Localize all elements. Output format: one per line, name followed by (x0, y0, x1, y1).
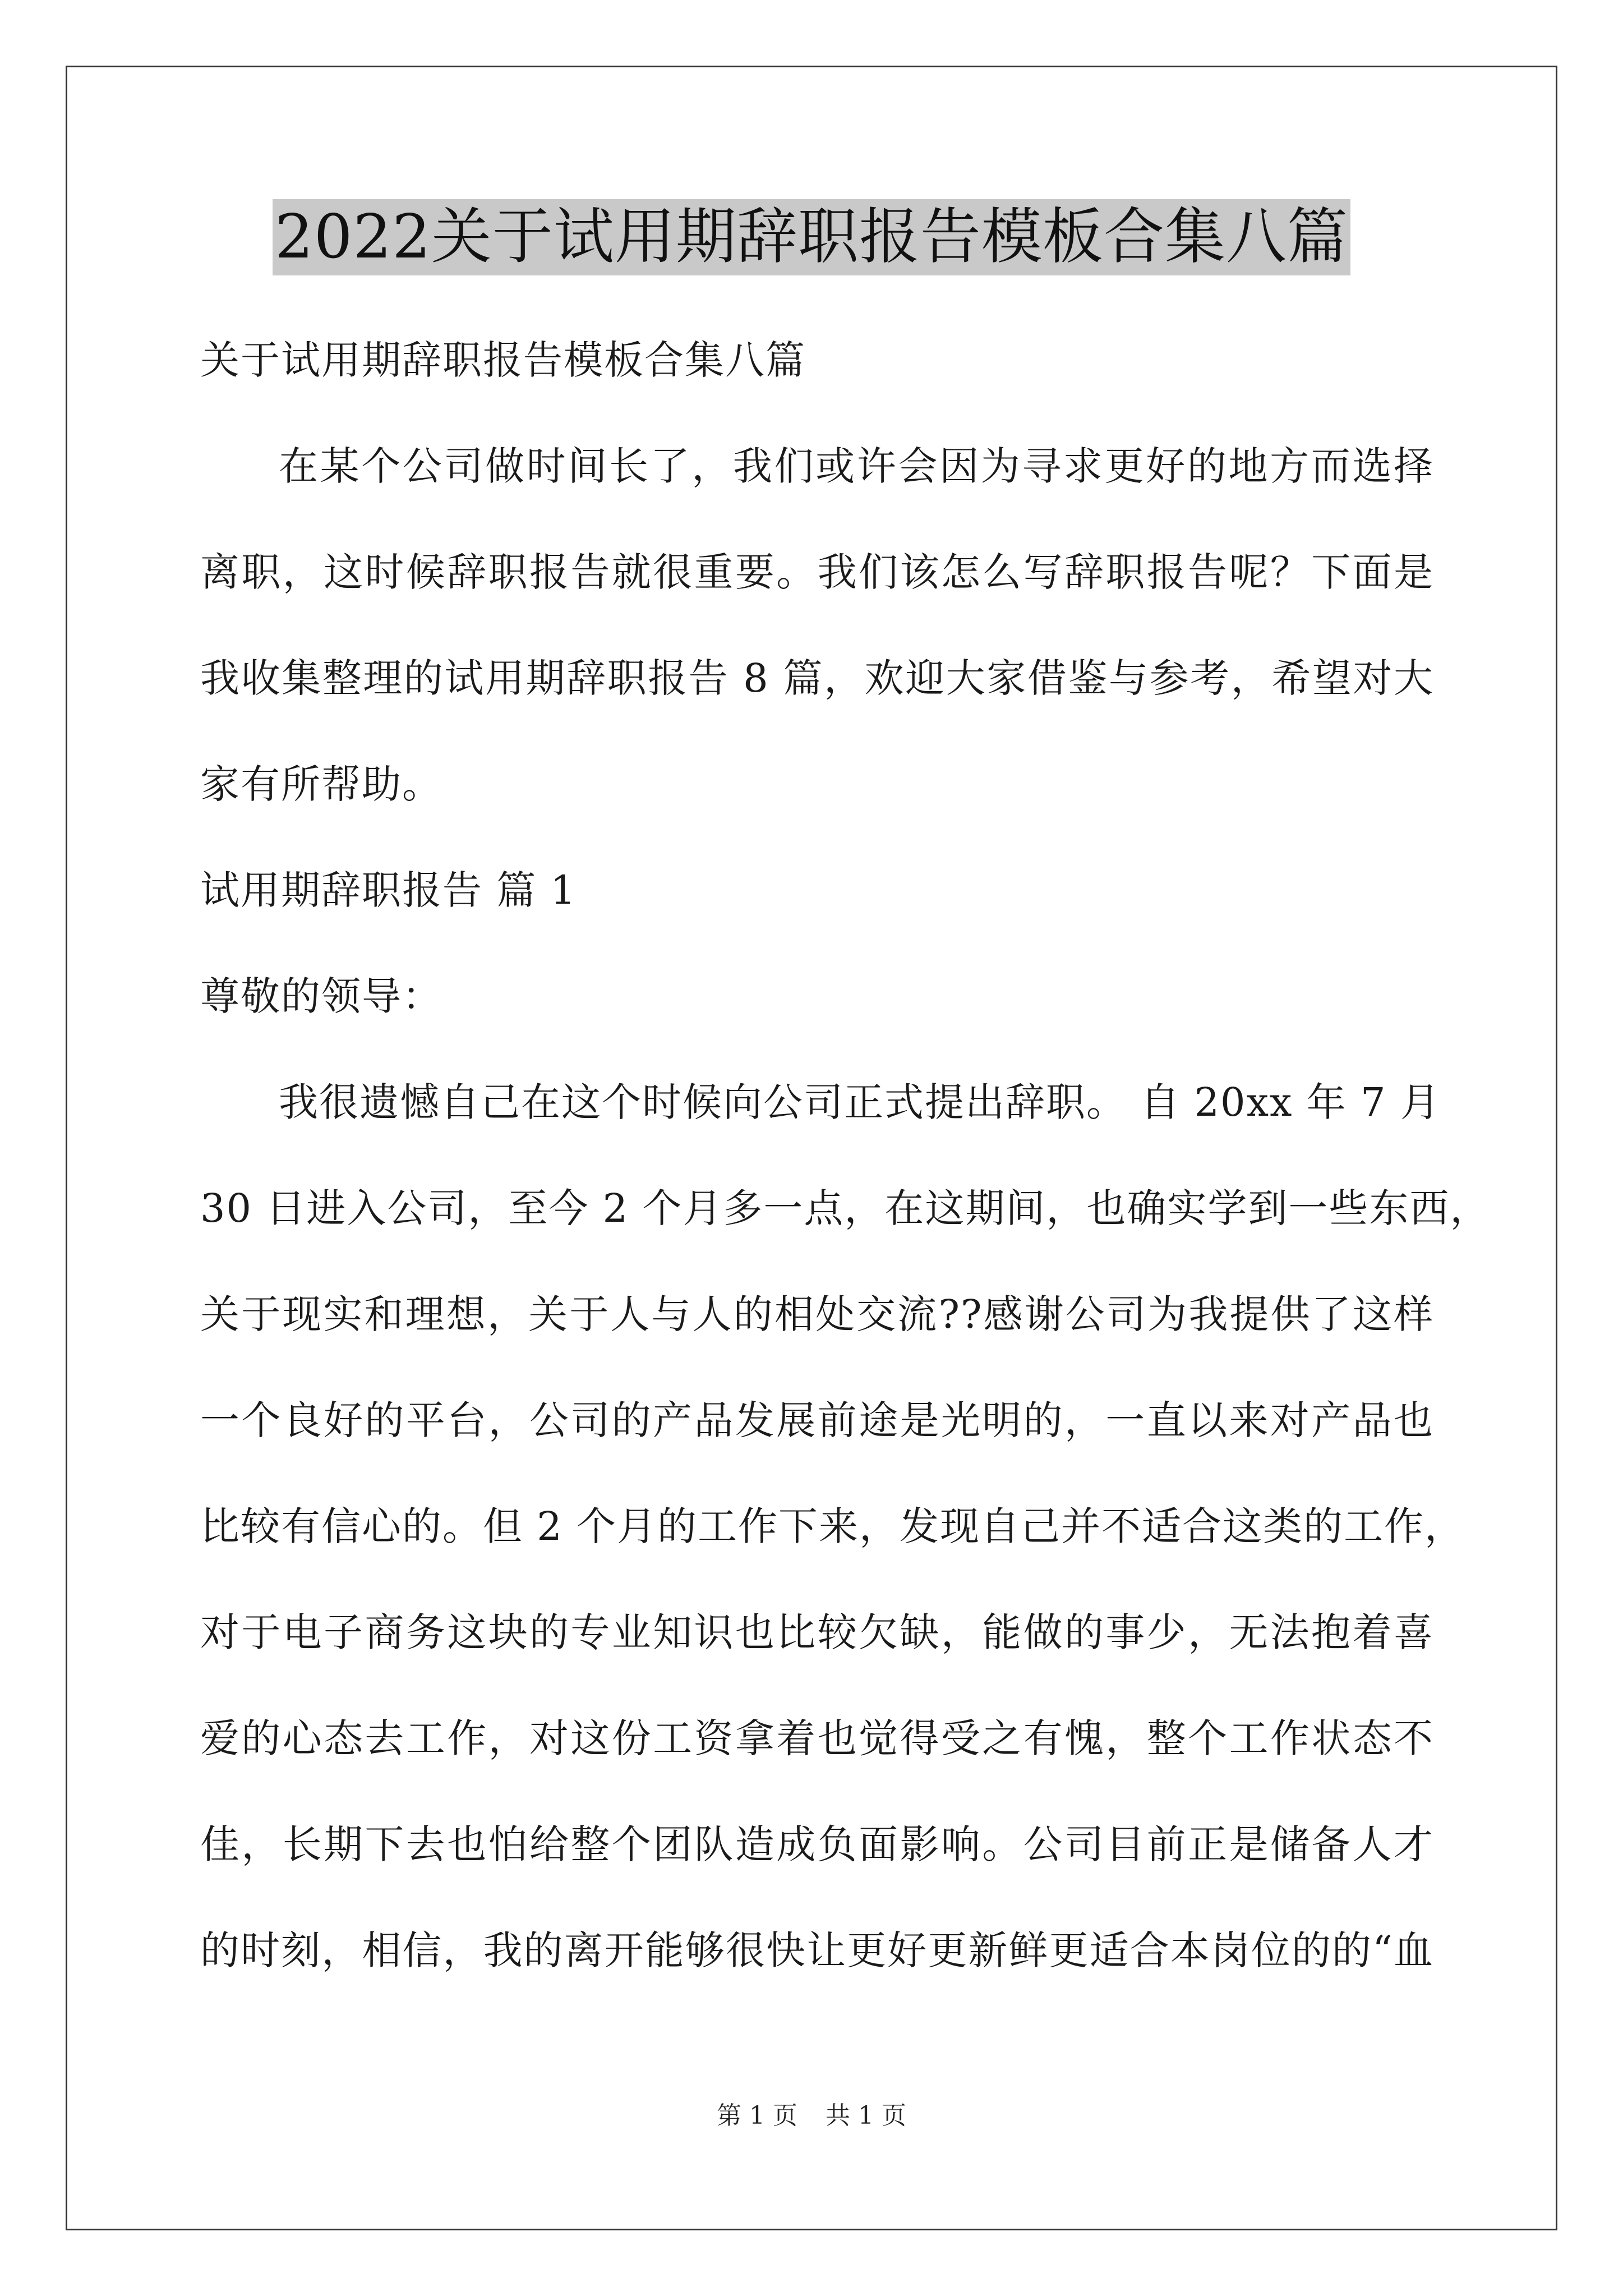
paragraph-line: 在某个公司做时间长了，我们或许会因为寻求更好的地方而选择 (279, 443, 1434, 489)
page-footer (0, 2099, 1623, 2133)
title-container (0, 199, 1623, 275)
paragraph-line: 一个良好的平台，公司的产品发展前途是光明的，一直以来对产品也 (200, 1397, 1434, 1443)
paragraph-line: 关于现实和理想，关于人与人的相处交流??感谢公司为我提供了这样 (200, 1291, 1434, 1337)
subtitle-line: 关于试用期辞职报告模板合集八篇 (200, 337, 806, 383)
paragraph-line: 家有所帮助。 (200, 761, 442, 807)
salutation: 尊敬的领导： (200, 973, 442, 1019)
paragraph-line: 比较有信心的。但 2 个月的工作下来，发现自己并不适合这类的工作， (200, 1503, 1465, 1549)
paragraph-line: 30 日进入公司，至今 2 个月多一点，在这期间，也确实学到一些东西， (200, 1185, 1491, 1231)
document-body (200, 307, 1491, 2004)
page-total: 共 1 页 (826, 2101, 906, 2130)
paragraph-line: 爱的心态去工作，对这份工资拿着也觉得受之有愧，整个工作状态不 (200, 1715, 1434, 1761)
paragraph-line: 佳，长期下去也怕给整个团队造成负面影响。公司目前正是储备人才 (200, 1821, 1434, 1867)
paragraph-line: 离职，这时候辞职报告就很重要。我们该怎么写辞职报告呢？下面是 (200, 549, 1434, 595)
paragraph-line: 我收集整理的试用期辞职报告 8 篇，欢迎大家借鉴与参考，希望对大 (200, 655, 1434, 701)
document-title: 2022关于试用期辞职报告模板合集八篇 (273, 199, 1350, 275)
paragraph-line: 我很遗憾自己在这个时候向公司正式提出辞职。 自 20xx 年 7 月 (279, 1079, 1441, 1125)
page-number: 第 1 页 (717, 2101, 797, 2130)
section-heading: 试用期辞职报告 篇 1 (200, 867, 577, 913)
paragraph-line: 的时刻，相信，我的离开能够很快让更好更新鲜更适合本岗位的的“血 (200, 1927, 1434, 1973)
paragraph-line: 对于电子商务这块的专业知识也比较欠缺，能做的事少，无法抱着喜 (200, 1609, 1434, 1655)
